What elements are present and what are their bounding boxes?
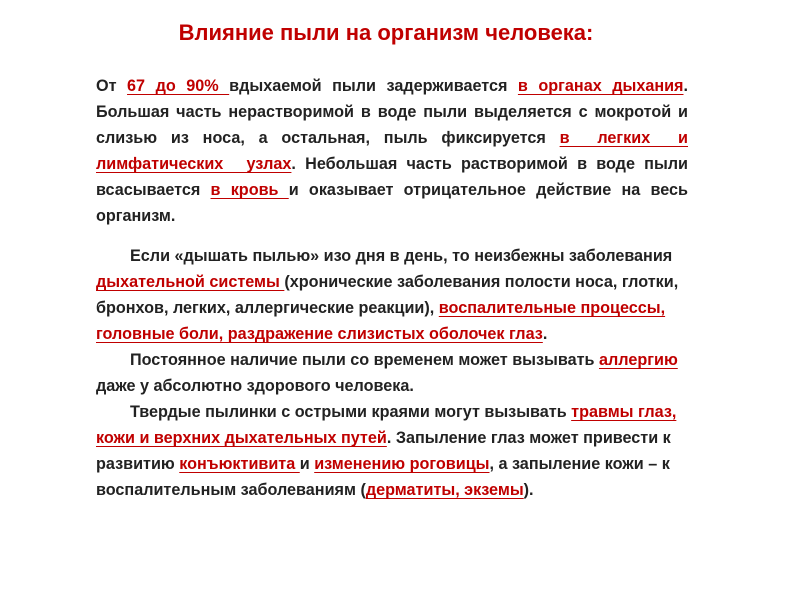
paragraph-diseases xyxy=(96,243,700,347)
highlight-percentage: 67 до 90% xyxy=(127,77,230,95)
highlight-blood: в кровь xyxy=(210,181,289,199)
paragraphs-effects xyxy=(96,243,700,503)
text: вдыхаемой пыли задерживается xyxy=(229,77,518,95)
page-title: Влияние пыли на организм человека: xyxy=(178,20,594,45)
text: . Запыление глаз может привести к развитию xyxy=(96,429,671,473)
text: Постоянное наличие пыли со временем может вызывать xyxy=(130,351,599,369)
text: . xyxy=(542,325,548,343)
highlight-inflammation: воспалительные процессы, головные боли, раздражение слизистых оболочек глаз xyxy=(96,299,666,343)
text: . Большая часть нерастворимой в воде пыли выделяется с мокротой и слизью из носа, а остальная, пыль фиксируется xyxy=(96,77,688,147)
highlight-injuries: травмы глаз, кожи и верхних дыхательных путей xyxy=(96,403,677,447)
paragraph-allergy xyxy=(96,347,700,399)
text: От xyxy=(96,77,128,95)
highlight-dermatitis: дерматиты, экземы xyxy=(365,481,524,499)
text: Твердые пылинки с острыми краями могут вызывать xyxy=(130,403,572,421)
highlight-cornea: изменению роговицы xyxy=(314,455,490,473)
text: (хронические заболевания полости носа, глотки, бронхов, легких, аллергические реакции), xyxy=(96,273,679,317)
text: Если «дышать пылью» изо дня в день, то неизбежны заболевания xyxy=(130,247,673,265)
text: ). xyxy=(523,481,534,499)
text: даже у абсолютно здорового человека. xyxy=(96,377,414,395)
text: . Небольшая часть растворимой в воде пыли всасывается xyxy=(96,155,688,199)
highlight-lungs-lymph: в легких и лимфатических узлах xyxy=(96,129,688,173)
text: и xyxy=(299,455,315,473)
highlight-respiratory-system: дыхательной системы xyxy=(96,273,285,291)
paragraph-dust-retention xyxy=(96,73,688,229)
text: , а запыление кожи – к воспалительным заболеваниям ( xyxy=(96,455,670,499)
paragraph-injuries xyxy=(96,399,700,503)
text: и оказывает отрицательное действие на весь организм. xyxy=(96,181,688,225)
highlight-conjunctivitis: конъюктивита xyxy=(179,455,300,473)
highlight-allergy: аллергию xyxy=(599,351,678,369)
highlight-respiratory-organs: в органах дыхания xyxy=(517,77,684,95)
